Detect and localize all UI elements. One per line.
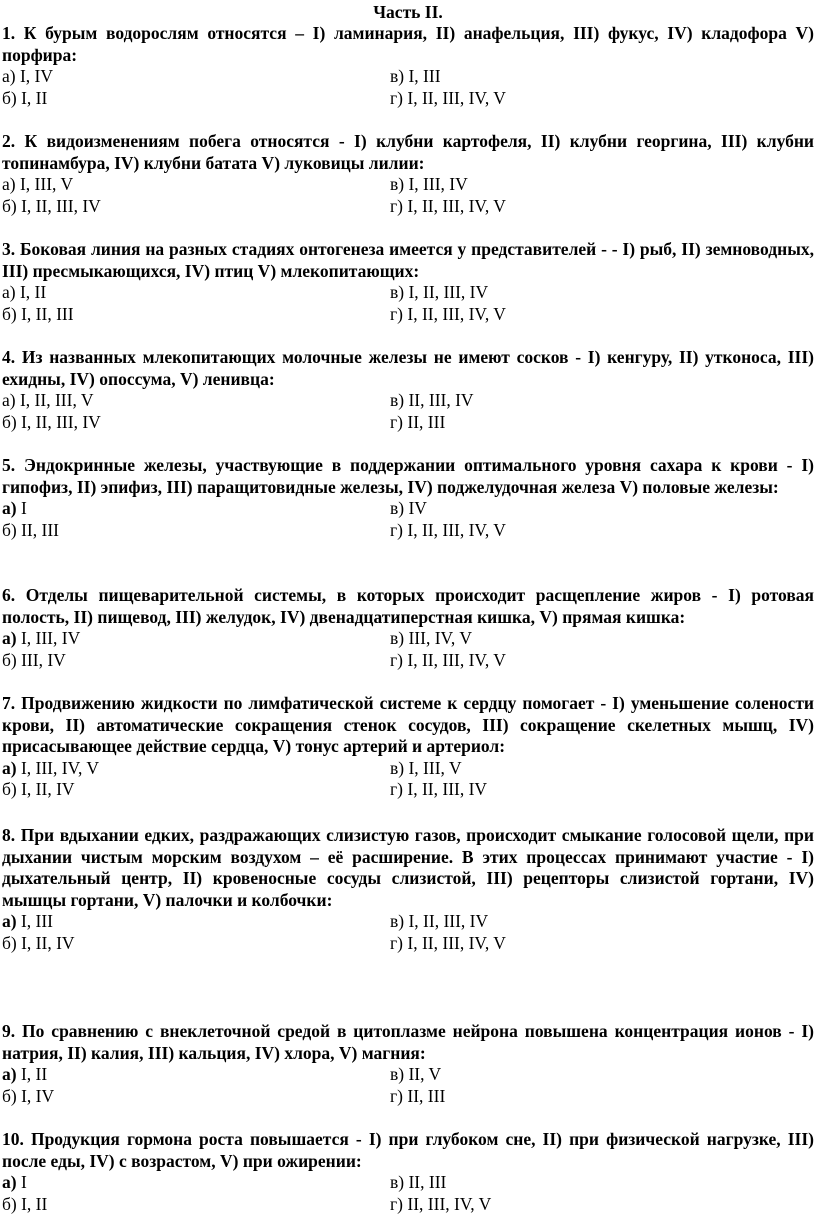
question-stem: 10. Продукция гормона роста повышается - I) при глубоком сне, II) при физической нагрузке, III) после еды, IV) с возрастом, V) при ожирении: bbox=[2, 1129, 814, 1171]
answer-option-v: в) IV bbox=[390, 498, 427, 519]
answer-row bbox=[2, 911, 814, 933]
answer-option-g: г) I, II, III, IV, V bbox=[390, 303, 506, 324]
answer-row bbox=[2, 88, 814, 110]
answer-option-g: г) I, II, III, IV, V bbox=[390, 932, 506, 953]
answer-option-b: б) I, II, IV bbox=[2, 932, 75, 953]
answer-row bbox=[2, 1064, 814, 1086]
answer-row bbox=[2, 196, 814, 218]
answer-option-g: г) II, III, IV, V bbox=[390, 1193, 492, 1214]
answer-option-v: в) I, III, V bbox=[390, 757, 462, 778]
answer-option-a: а) I, II bbox=[2, 1064, 48, 1085]
answer-row bbox=[2, 933, 814, 955]
answer-option-g: г) I, II, III, IV, V bbox=[390, 87, 506, 108]
answer-option-b: б) III, IV bbox=[2, 649, 66, 670]
question-6 bbox=[2, 585, 814, 671]
question-stem: 9. По сравнению с внеклеточной средой в цитоплазме нейрона повышена концентрация ионов - I) натрия, II) калия, III) кальция, IV) хлора, V) магния: bbox=[2, 1021, 814, 1063]
question-1 bbox=[2, 23, 814, 109]
answer-option-a: а) I, II bbox=[2, 282, 47, 303]
question-7 bbox=[2, 693, 814, 801]
answer-option-v: в) I, II, III, IV bbox=[390, 911, 489, 932]
answer-row bbox=[2, 498, 814, 520]
answer-option-a: а) I, IV bbox=[2, 66, 54, 87]
answer-option-b: б) II, III bbox=[2, 519, 59, 540]
answer-option-a: а) I, III bbox=[2, 911, 54, 932]
answer-row bbox=[2, 650, 814, 672]
answer-option-a: а) I bbox=[2, 498, 27, 519]
answer-row bbox=[2, 282, 814, 304]
answer-option-a: а) I, III, IV bbox=[2, 628, 81, 649]
answer-option-b: б) I, IV bbox=[2, 1085, 55, 1106]
answer-option-v: в) III, IV, V bbox=[390, 628, 472, 649]
answer-row bbox=[2, 758, 814, 780]
answer-option-v: в) II, III bbox=[390, 1172, 447, 1193]
question-stem: 2. К видоизменениям побега относятся - I) клубни картофеля, II) клубни георгина, III) клубни топинамбура, IV) клубни батата V) луковицы лилии: bbox=[2, 131, 814, 173]
answer-row bbox=[2, 66, 814, 88]
question-stem: 4. Из названных млекопитающих молочные железы не имеют сосков - I) кенгуру, II) утконоса, III) ехидны, IV) опоссума, V) ленивца: bbox=[2, 347, 814, 389]
answer-option-v: в) I, III, IV bbox=[390, 174, 468, 195]
answer-option-g: г) I, II, III, IV bbox=[390, 779, 488, 800]
answer-option-g: г) II, III bbox=[390, 411, 446, 432]
answer-option-v: в) I, II, III, IV bbox=[390, 282, 489, 303]
answer-option-g: г) II, III bbox=[390, 1085, 446, 1106]
question-2 bbox=[2, 131, 814, 217]
answer-row bbox=[2, 1086, 814, 1108]
answer-option-b: б) I, II bbox=[2, 1193, 48, 1214]
answer-option-v: в) II, V bbox=[390, 1064, 442, 1085]
answer-row bbox=[2, 520, 814, 542]
question-8 bbox=[2, 825, 814, 955]
answer-option-v: в) II, III, IV bbox=[390, 390, 474, 411]
answer-option-b: б) I, II, IV bbox=[2, 779, 75, 800]
answer-option-g: г) I, II, III, IV, V bbox=[390, 519, 506, 540]
answer-row bbox=[2, 174, 814, 196]
answer-option-v: в) I, III bbox=[390, 66, 441, 87]
part-title: Часть II. bbox=[373, 2, 443, 22]
question-stem: 6. Отделы пищеварительной системы, в которых происходит расщепление жиров - I) ротовая полость, II) пищевод, III) желудок, IV) двенадцатиперстная кишка, V) прямая кишка: bbox=[2, 585, 814, 627]
answer-option-a: а) I, II, III, V bbox=[2, 390, 94, 411]
answer-option-b: б) I, II, III bbox=[2, 303, 74, 324]
answer-option-a: а) I, III, V bbox=[2, 174, 74, 195]
question-4 bbox=[2, 347, 814, 433]
answer-option-g: г) I, II, III, IV, V bbox=[390, 649, 506, 670]
question-stem: 1. К бурым водорослям относятся – I) ламинария, II) анафельция, III) фукус, IV) кладофора V) порфира: bbox=[2, 23, 814, 65]
question-stem: 5. Эндокринные железы, участвующие в поддержании оптимального уровня сахара к крови - I) гипофиз, II) эпифиз, III) паращитовидные железы, IV) поджелудочная железа V) половые железы: bbox=[2, 455, 814, 497]
question-5 bbox=[2, 455, 814, 541]
question-9 bbox=[2, 1021, 814, 1107]
question-3 bbox=[2, 239, 814, 325]
answer-option-g: г) I, II, III, IV, V bbox=[390, 195, 506, 216]
answer-option-b: б) I, II, III, IV bbox=[2, 411, 101, 432]
question-stem: 3. Боковая линия на разных стадиях онтогенеза имеется у представителей - - I) рыб, II) земноводных, III) пресмыкающихся, IV) птиц V) млекопитающих: bbox=[2, 239, 814, 281]
answer-option-a: а) I bbox=[2, 1172, 27, 1193]
answer-row bbox=[2, 1172, 814, 1194]
answer-option-b: б) I, II bbox=[2, 87, 48, 108]
question-stem: 8. При вдыхании едких, раздражающих слизистую газов, происходит смыкание голосовой щели, при дыхании чистым морским воздухом – её расширение. В этих процессах принимают участие - I) дыхательный центр, II) кровеносные сосуды слизистой, III) рецепторы слизистой гортани, IV) мышцы гортани, V) палочки и колбочки: bbox=[2, 825, 814, 910]
answer-row bbox=[2, 390, 814, 412]
answer-option-a: а) I, III, IV, V bbox=[2, 757, 100, 778]
question-stem: 7. Продвижению жидкости по лимфатической системе к сердцу помогает - I) уменьшение солености крови, II) автоматические сокращения стенок сосудов, III) сокращение скелетных мышц, IV) присасывающее действие сердца, V) тонус артерий и артериол: bbox=[2, 693, 814, 757]
answer-row bbox=[2, 1194, 814, 1216]
answer-row bbox=[2, 304, 814, 326]
answer-row bbox=[2, 412, 814, 434]
question-10 bbox=[2, 1129, 814, 1215]
answer-option-b: б) I, II, III, IV bbox=[2, 195, 101, 216]
answer-row bbox=[2, 779, 814, 801]
answer-row bbox=[2, 628, 814, 650]
